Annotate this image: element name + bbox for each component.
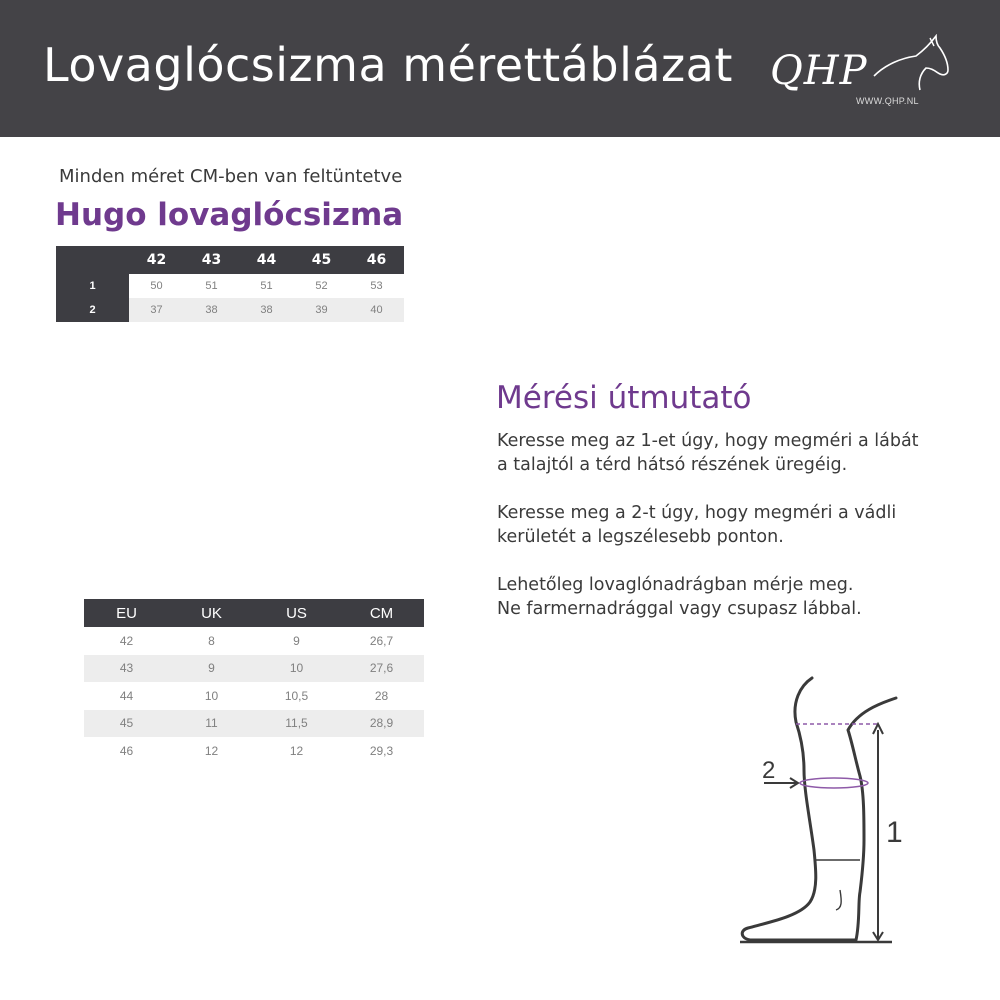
table-cell: 11: [169, 710, 254, 738]
table-cell: 8: [208, 633, 215, 648]
guide-line: Lehetőleg lovaglónadrágban mérje meg.: [497, 575, 854, 595]
table-row: [84, 737, 424, 765]
calf-circumference-ellipse: [800, 778, 868, 788]
table-cell: 46: [119, 743, 134, 758]
table-cell: 37: [129, 298, 184, 322]
conversion-column-header: UK: [169, 599, 254, 627]
table-cell: 45: [84, 710, 169, 738]
conversion-column-header: CM: [339, 599, 424, 627]
shoe-size-conversion-table: [84, 599, 424, 765]
table-row: [84, 655, 424, 683]
table-row: [56, 298, 404, 322]
conversion-column-header: US: [254, 599, 339, 627]
units-note: Minden méret CM-ben van feltüntetve: [59, 166, 403, 187]
size-column-header: 46: [349, 246, 404, 274]
leg-diagram-svg: [730, 670, 970, 960]
size-table-header-row: [56, 246, 404, 274]
table-cell: 12: [204, 743, 219, 758]
boot-size-table: [56, 246, 404, 322]
label-1: 1: [886, 816, 903, 849]
table-cell: 10: [204, 688, 219, 703]
table-cell: 40: [349, 298, 404, 322]
table-row: [84, 627, 424, 655]
guide-paragraph-height: [497, 429, 967, 477]
table-cell: 12: [289, 743, 304, 758]
leg-outline-back: [742, 678, 896, 940]
page-title: Lovaglócsizma mérettáblázat: [43, 38, 733, 92]
horse-head-icon: [864, 34, 950, 96]
ankle-mark: [836, 890, 841, 910]
table-cell: 10: [254, 655, 339, 683]
guide-paragraph-calf: [497, 501, 967, 549]
product-title: Hugo lovaglócsizma: [55, 197, 404, 233]
guide-line: Keresse meg a 2-t úgy, hogy megméri a vádli: [497, 503, 897, 523]
table-cell: 52: [315, 280, 328, 292]
guide-line: Ne farmernadrággal vagy csupasz lábbal.: [497, 599, 862, 619]
table-row: [84, 710, 424, 738]
row-label: 1: [56, 274, 129, 298]
table-cell: 38: [239, 298, 294, 322]
table-cell: 26,7: [369, 633, 394, 648]
table-cell: 27,6: [339, 655, 424, 683]
guide-line: kerületét a legszélesebb ponton.: [497, 527, 784, 547]
size-column-header: 42: [129, 246, 184, 274]
size-column-header: 43: [184, 246, 239, 274]
table-cell: 53: [370, 280, 383, 292]
guide-paragraph-clothing: [497, 573, 967, 621]
table-cell: 51: [260, 280, 273, 292]
label-2: 2: [762, 757, 776, 784]
table-cell: 42: [119, 633, 134, 648]
guide-line: Keresse meg az 1-et úgy, hogy megméri a lábát: [497, 431, 919, 451]
logo-text: QHP: [770, 48, 868, 94]
table-cell: 29,3: [369, 743, 394, 758]
table-row: [84, 682, 424, 710]
table-cell: 9: [169, 655, 254, 683]
leg-measurement-diagram: [730, 670, 970, 960]
conversion-header-row: [84, 599, 424, 627]
table-cell: 28: [374, 688, 389, 703]
table-cell: 28,9: [339, 710, 424, 738]
table-cell: 39: [294, 298, 349, 322]
table-cell: 43: [84, 655, 169, 683]
table-cell: 51: [205, 280, 218, 292]
qhp-logo: [768, 34, 950, 114]
table-cell: 9: [293, 633, 300, 648]
guide-line: a talajtól a térd hátsó részének üregéig.: [497, 455, 848, 475]
row-label: 2: [56, 298, 129, 322]
logo-url: WWW.QHP.NL: [856, 96, 919, 106]
header-banner: [0, 0, 1000, 137]
measuring-guide-title: Mérési útmutató: [496, 380, 752, 416]
table-row: [56, 274, 404, 298]
table-cell: 11,5: [254, 710, 339, 738]
size-column-header: 45: [294, 246, 349, 274]
table-cell: 44: [119, 688, 134, 703]
size-table-corner: [56, 246, 129, 274]
size-column-header: 44: [239, 246, 294, 274]
table-cell: 50: [150, 280, 163, 292]
table-cell: 10,5: [284, 688, 309, 703]
conversion-column-header: EU: [84, 599, 169, 627]
table-cell: 38: [184, 298, 239, 322]
